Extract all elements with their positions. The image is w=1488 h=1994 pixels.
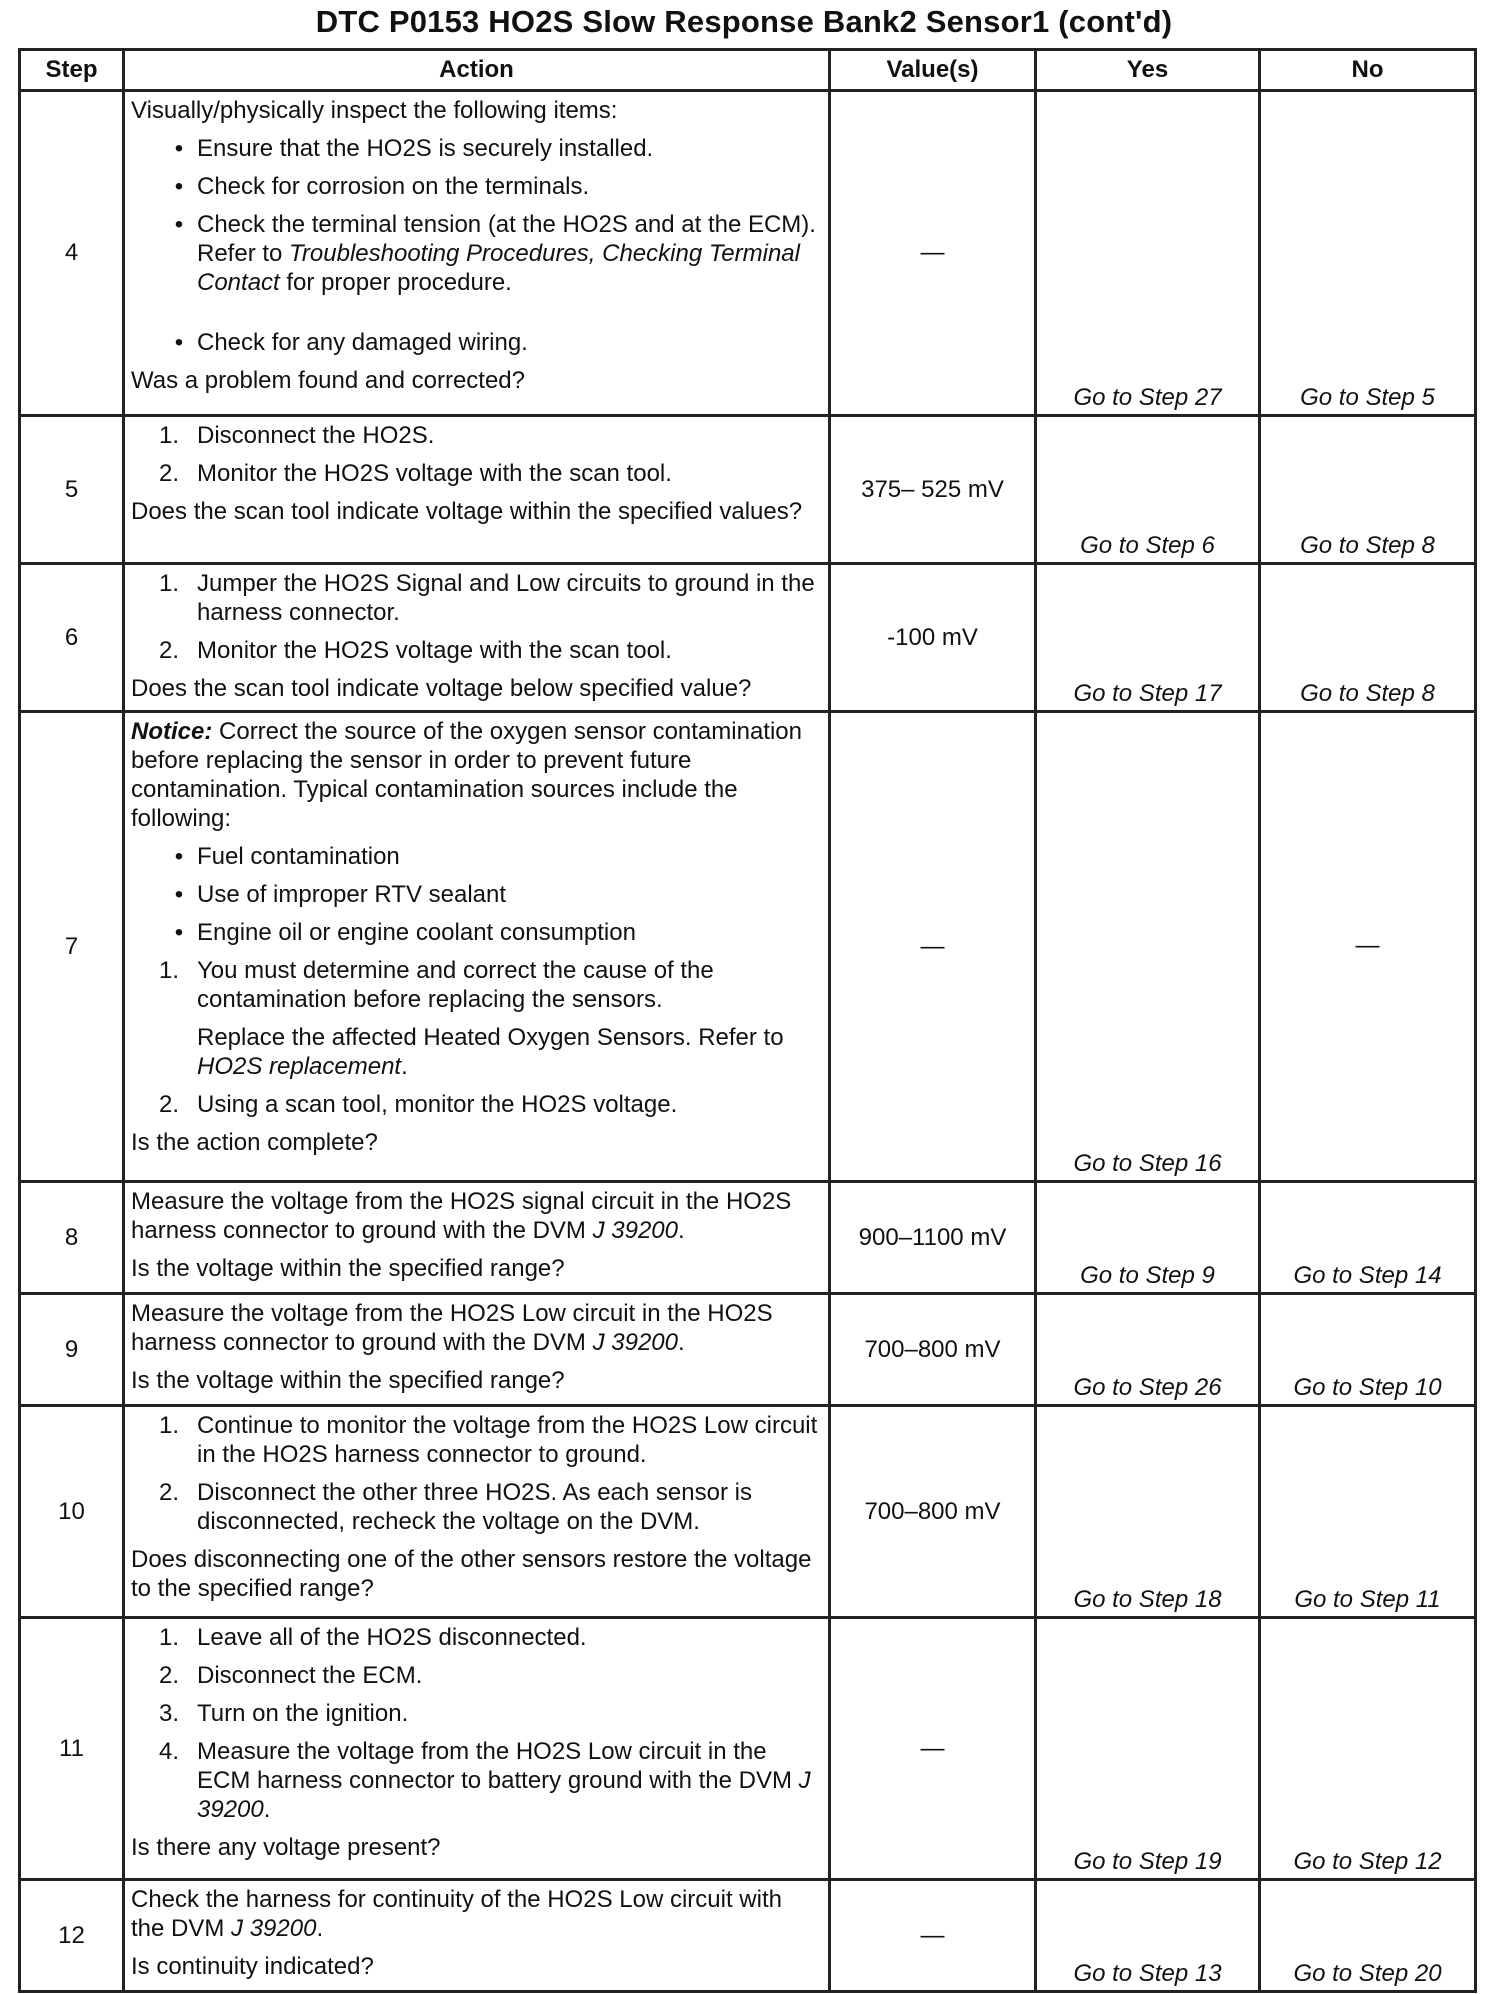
item-number: 1. <box>159 422 180 449</box>
no-cell: Go to Step 5 <box>1260 91 1476 416</box>
value-cell: — <box>830 1618 1036 1880</box>
value-cell: — <box>830 91 1036 416</box>
action-bullet: • Engine oil or engine coolant consumption <box>131 918 820 947</box>
notice-paragraph <box>131 717 820 833</box>
value-cell: — <box>830 1880 1036 1992</box>
action-cell <box>124 712 830 1182</box>
page-title: DTC P0153 HO2S Slow Response Bank2 Sensor1 (cont'd) <box>315 4 1173 39</box>
item-text: Leave all of the HO2S disconnected. <box>197 1624 587 1651</box>
item-text: Monitor the HO2S voltage with the scan tool. <box>197 637 672 664</box>
spacer <box>131 306 820 328</box>
yes-cell: Go to Step 16 <box>1036 712 1260 1182</box>
action-numbered-item <box>131 459 820 488</box>
header-no: No <box>1260 50 1476 91</box>
action-text: for proper procedure. <box>279 269 512 296</box>
item-text: Disconnect the ECM. <box>197 1662 423 1689</box>
table-row-step-6 <box>20 564 1476 712</box>
item-text: Replace the affected Heated Oxygen Sensors. Refer to <box>197 1024 784 1051</box>
reference-link-text: HO2S replacement <box>197 1053 402 1080</box>
item-text: Disconnect the other three HO2S. As each sensor is disconnected, recheck the voltage on the DVM. <box>197 1479 752 1535</box>
action-numbered-item <box>131 636 820 665</box>
tool-reference: J 39200 <box>231 1915 317 1942</box>
no-cell: Go to Step 20 <box>1260 1880 1476 1992</box>
item-number: 2. <box>159 1479 180 1506</box>
action-question: Does disconnecting one of the other sensors restore the voltage to the specified range? <box>131 1546 812 1602</box>
header-step: Step <box>20 50 124 91</box>
value-cell: 900–1100 mV <box>830 1182 1036 1294</box>
header-values: Value(s) <box>830 50 1036 91</box>
action-numbered-item <box>131 1623 820 1652</box>
item-number: 2. <box>159 1662 180 1689</box>
step-number: 9 <box>20 1294 124 1406</box>
no-cell: Go to Step 8 <box>1260 564 1476 712</box>
action-cell <box>124 91 830 416</box>
item-text: You must determine and correct the cause of the contamination before replacing the sensors. <box>197 957 714 1013</box>
no-cell: Go to Step 11 <box>1260 1406 1476 1618</box>
action-numbered-item <box>131 1699 820 1728</box>
item-text: Measure the voltage from the HO2S Low circuit in the ECM harness connector to battery ground with the DVM <box>197 1738 799 1794</box>
action-text-part: Check the harness for continuity of the HO2S Low circuit with the DVM <box>131 1886 782 1942</box>
yes-cell: Go to Step 19 <box>1036 1618 1260 1880</box>
notice-label: Notice: <box>131 718 213 745</box>
table-row-step-11 <box>20 1618 1476 1880</box>
item-number: 2. <box>159 637 180 664</box>
action-cell <box>124 1880 830 1992</box>
yes-cell: Go to Step 18 <box>1036 1406 1260 1618</box>
action-question: Is the voltage within the specified range? <box>131 1367 565 1394</box>
action-text <box>131 1299 820 1357</box>
yes-cell: Go to Step 6 <box>1036 416 1260 564</box>
action-cell <box>124 564 830 712</box>
action-question: Is the action complete? <box>131 1129 378 1156</box>
diagnostic-table <box>18 48 1477 1993</box>
action-text-part: . <box>316 1915 324 1942</box>
action-numbered-item <box>131 1661 820 1690</box>
item-text: Disconnect the HO2S. <box>197 422 435 449</box>
step-number: 8 <box>20 1182 124 1294</box>
yes-cell: Go to Step 17 <box>1036 564 1260 712</box>
header-yes: Yes <box>1036 50 1260 91</box>
value-cell: 700–800 mV <box>830 1406 1036 1618</box>
action-text-part: Measure the voltage from the HO2S signal circuit in the HO2S harness connector to ground with the DVM <box>131 1188 792 1244</box>
action-bullet: • Check for any damaged wiring. <box>131 328 820 357</box>
table-row-step-5 <box>20 416 1476 564</box>
notice-text: Correct the source of the oxygen sensor contamination before replacing the sensor in order to prevent future contamination. Typical contamination sources include the following: <box>131 718 802 832</box>
item-number: 1. <box>159 570 180 597</box>
table-header-row <box>20 50 1476 91</box>
value-cell: 700–800 mV <box>830 1294 1036 1406</box>
step-number: 11 <box>20 1618 124 1880</box>
value-cell: — <box>830 712 1036 1182</box>
no-cell: Go to Step 14 <box>1260 1182 1476 1294</box>
action-cell <box>124 1182 830 1294</box>
table-row-step-12 <box>20 1880 1476 1992</box>
action-numbered-item <box>131 956 820 1014</box>
action-numbered-item <box>131 421 820 450</box>
action-question: Is the voltage within the specified range? <box>131 1255 565 1282</box>
item-text: Jumper the HO2S Signal and Low circuits to ground in the harness connector. <box>197 570 815 626</box>
action-numbered-item <box>131 1478 820 1536</box>
item-text: . <box>263 1796 271 1823</box>
step-number: 7 <box>20 712 124 1182</box>
action-numbered-item <box>131 1090 820 1119</box>
action-cell <box>124 416 830 564</box>
yes-cell: Go to Step 13 <box>1036 1880 1260 1992</box>
action-question: Was a problem found and corrected? <box>131 367 525 394</box>
item-text: Continue to monitor the voltage from the HO2S Low circuit in the HO2S harness connector to ground. <box>197 1412 818 1468</box>
action-text <box>131 1885 820 1943</box>
action-text: Check the terminal tension (at the HO2S and at the ECM). Refer to <box>197 211 816 267</box>
table-row-step-4 <box>20 91 1476 416</box>
action-cell <box>124 1406 830 1618</box>
yes-cell: Go to Step 9 <box>1036 1182 1260 1294</box>
table-row-step-10 <box>20 1406 1476 1618</box>
table-row-step-9 <box>20 1294 1476 1406</box>
item-number: 3. <box>159 1700 180 1727</box>
item-number: 1. <box>159 957 180 984</box>
action-cell <box>124 1294 830 1406</box>
item-number: 4. <box>159 1738 180 1765</box>
no-cell: Go to Step 8 <box>1260 416 1476 564</box>
action-question: Does the scan tool indicate voltage within the specified values? <box>131 498 803 525</box>
tool-reference: J 39200 <box>592 1329 678 1356</box>
tool-reference: J 39200 <box>197 1767 811 1823</box>
item-number: 2. <box>159 1091 180 1118</box>
table-row-step-7 <box>20 712 1476 1182</box>
reference-link-text: Troubleshooting Procedures, Checking Terminal Contact <box>197 240 800 296</box>
no-cell: Go to Step 10 <box>1260 1294 1476 1406</box>
yes-cell: Go to Step 26 <box>1036 1294 1260 1406</box>
action-question: Does the scan tool indicate voltage below specified value? <box>131 675 752 702</box>
action-question: Is there any voltage present? <box>131 1834 441 1861</box>
action-bullet <box>131 210 820 297</box>
table-row-step-8 <box>20 1182 1476 1294</box>
item-text: Turn on the ignition. <box>197 1700 409 1727</box>
action-bullet: • Use of improper RTV sealant <box>131 880 820 909</box>
item-text: Monitor the HO2S voltage with the scan tool. <box>197 460 672 487</box>
step-number: 10 <box>20 1406 124 1618</box>
header-action: Action <box>124 50 830 91</box>
item-number: 1. <box>159 1412 180 1439</box>
yes-cell: Go to Step 27 <box>1036 91 1260 416</box>
item-text: Using a scan tool, monitor the HO2S voltage. <box>197 1091 678 1118</box>
item-text: . <box>401 1053 408 1080</box>
step-number: 5 <box>20 416 124 564</box>
action-bullet: • Ensure that the HO2S is securely installed. <box>131 134 820 163</box>
action-text-part: . <box>677 1329 685 1356</box>
action-subparagraph <box>131 1023 820 1081</box>
action-text <box>131 1187 820 1245</box>
item-number: 2. <box>159 460 180 487</box>
no-cell: — <box>1260 712 1476 1182</box>
tool-reference: J 39200 <box>592 1217 678 1244</box>
action-numbered-item <box>131 1737 820 1824</box>
item-number: 1. <box>159 1624 180 1651</box>
action-intro: Visually/physically inspect the following items: <box>131 97 618 124</box>
step-number: 6 <box>20 564 124 712</box>
action-bullet: • Fuel contamination <box>131 842 820 871</box>
action-numbered-item <box>131 1411 820 1469</box>
value-cell: 375– 525 mV <box>830 416 1036 564</box>
step-number: 12 <box>20 1880 124 1992</box>
action-numbered-item <box>131 569 820 627</box>
action-text-part: . <box>677 1217 685 1244</box>
action-bullet: • Check for corrosion on the terminals. <box>131 172 820 201</box>
action-cell <box>124 1618 830 1880</box>
value-cell: -100 mV <box>830 564 1036 712</box>
action-text-part: Measure the voltage from the HO2S Low circuit in the HO2S harness connector to ground with the DVM <box>131 1300 773 1356</box>
action-question: Is continuity indicated? <box>131 1953 374 1980</box>
no-cell: Go to Step 12 <box>1260 1618 1476 1880</box>
step-number: 4 <box>20 91 124 416</box>
